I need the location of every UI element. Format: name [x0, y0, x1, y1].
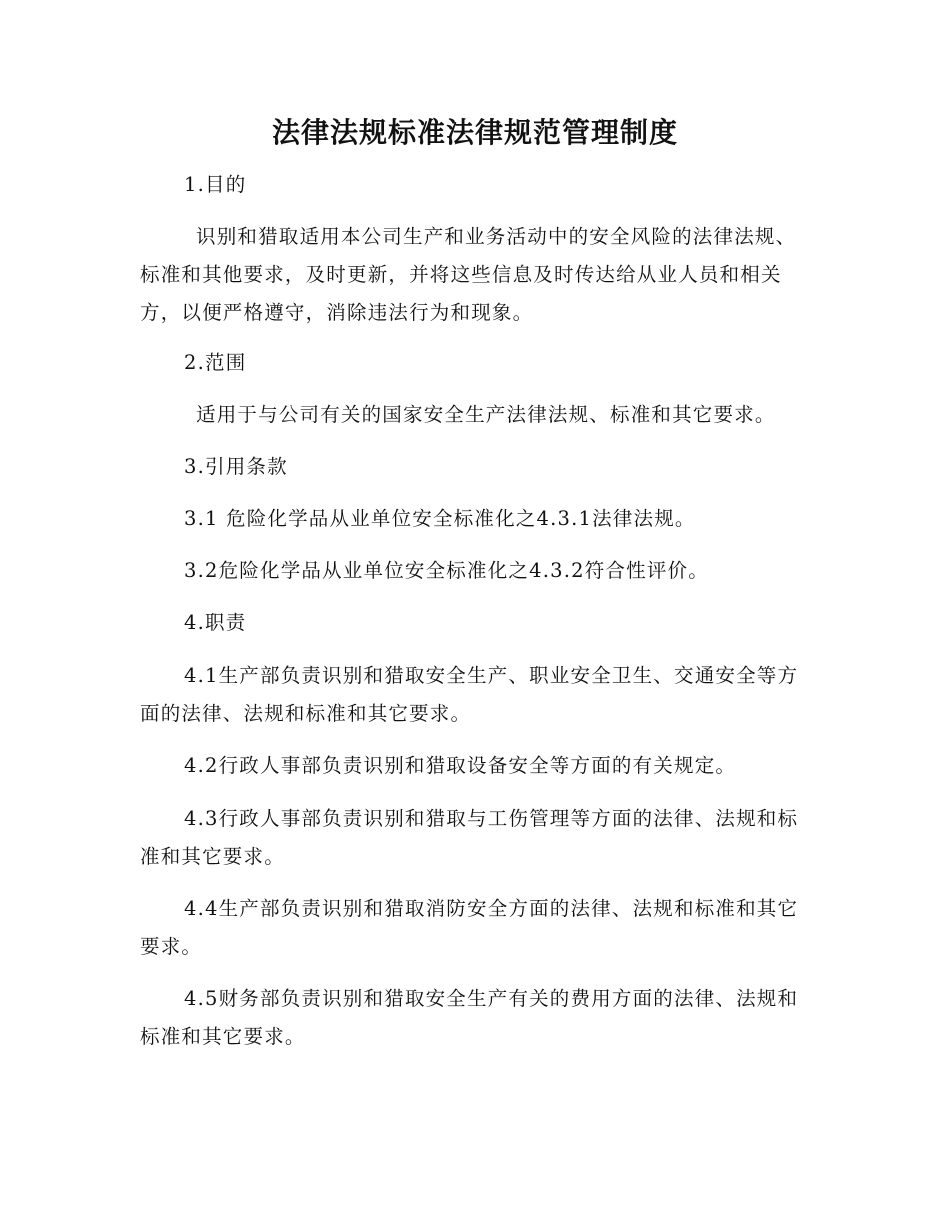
- responsibility-item-4-1: 4.1生产部负责识别和猎取安全生产、职业安全卫生、交通安全等方面的法律、法规和标准和其它要求。: [140, 664, 799, 725]
- document-title: 法律法规标准法律规范管理制度: [271, 116, 678, 149]
- responsibility-item-4-2: 4.2行政人事部负责识别和猎取设备安全等方面的有关规定。: [184, 754, 737, 777]
- reference-item-3-2: 3.2危险化学品从业单位安全标准化之4.3.2符合性评价。: [184, 559, 709, 582]
- responsibility-item-4-3: 4.3行政人事部负责识别和猎取与工伤管理等方面的法律、法规和标准和其它要求。: [140, 807, 799, 868]
- section-heading-responsibilities: 4.职责: [184, 611, 247, 634]
- paragraph-scope: 适用于与公司有关的国家安全生产法律法规、标准和其它要求。: [196, 403, 776, 426]
- section-heading-scope: 2.范围: [184, 351, 247, 374]
- reference-item-3-1: 3.1 危险化学品从业单位安全标准化之4.3.1法律法规。: [184, 507, 696, 530]
- responsibility-item-4-4: 4.4生产部负责识别和猎取消防安全方面的法律、法规和标准和其它要求。: [140, 897, 799, 958]
- paragraph-purpose: 识别和猎取适用本公司生产和业务活动中的安全风险的法律法规、标准和其他要求，及时更新，并将这些信息及时传达给从业人员和相关方，以便严格遵守，消除违法行为和现象。: [140, 225, 797, 324]
- responsibility-item-4-5: 4.5财务部负责识别和猎取安全生产有关的费用方面的法律、法规和标准和其它要求。: [140, 987, 799, 1048]
- section-heading-purpose: 1.目的: [184, 173, 247, 196]
- section-heading-references: 3.引用条款: [184, 455, 288, 478]
